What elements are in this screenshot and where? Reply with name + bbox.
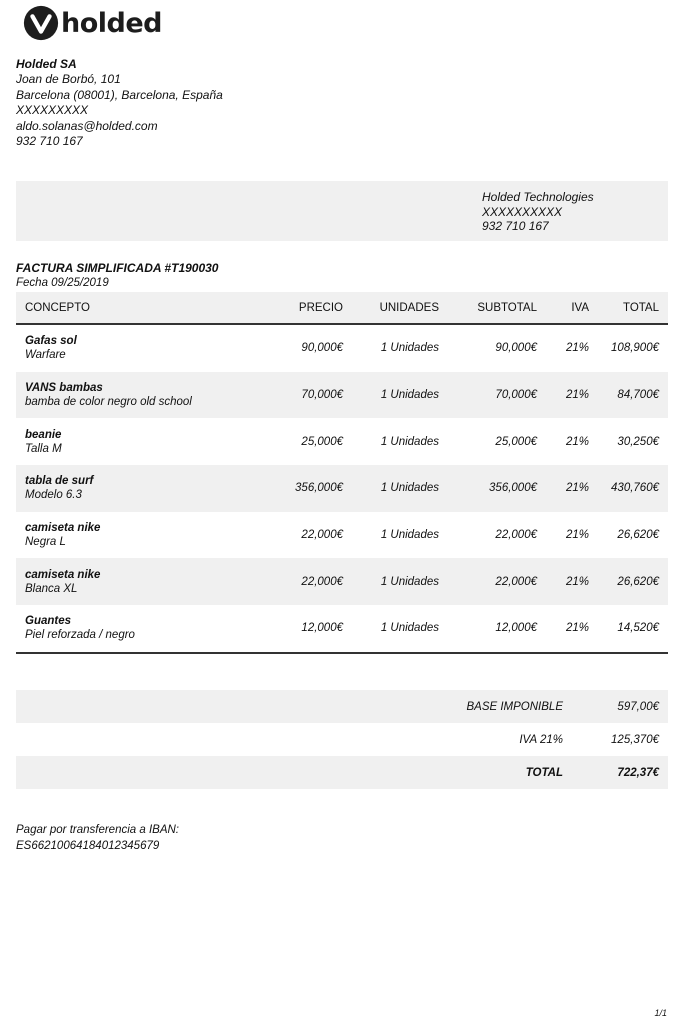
item-unidades: 1 Unidades bbox=[380, 435, 439, 448]
item-name: Guantes bbox=[25, 615, 72, 628]
base-imponible-value: 597,00€ bbox=[572, 690, 668, 723]
item-total: 84,700€ bbox=[598, 372, 668, 419]
total-label: TOTAL bbox=[434, 756, 572, 789]
item-unidades: 1 Unidades bbox=[380, 342, 439, 355]
item-iva: 21% bbox=[546, 465, 598, 512]
item-subtotal: 90,000€ bbox=[495, 342, 537, 355]
totals-spacer bbox=[16, 723, 434, 756]
item-concept bbox=[16, 418, 284, 465]
item-precio: 90,000€ bbox=[301, 342, 343, 355]
item-precio: 25,000€ bbox=[301, 435, 343, 448]
item-subtotal: 22,000€ bbox=[448, 558, 546, 605]
company-tax-id: XXXXXXXXX bbox=[16, 103, 89, 118]
item-subtotal: 22,000€ bbox=[495, 529, 537, 542]
iva-label: IVA 21% bbox=[519, 733, 563, 746]
item-precio: 22,000€ bbox=[301, 529, 343, 542]
item-name: camiseta nike bbox=[25, 522, 101, 535]
brand-name: holded bbox=[61, 7, 162, 39]
table-row bbox=[16, 558, 668, 605]
item-iva: 21% bbox=[565, 529, 589, 542]
base-imponible-label: BASE IMPONIBLE bbox=[434, 690, 572, 723]
header-concepto: CONCEPTO bbox=[16, 292, 284, 324]
totals-row-base bbox=[16, 690, 668, 723]
item-description: Blanca XL bbox=[25, 582, 78, 595]
items-table bbox=[16, 292, 668, 654]
holded-logo bbox=[22, 4, 162, 42]
client-info bbox=[482, 190, 594, 234]
item-name: camiseta nike bbox=[25, 568, 101, 581]
totals-spacer bbox=[16, 690, 434, 723]
item-iva: 21% bbox=[546, 372, 598, 419]
client-name: Holded Technologies bbox=[482, 190, 594, 204]
company-name: Holded SA bbox=[16, 57, 77, 71]
item-iva: 21% bbox=[565, 342, 589, 355]
item-name: VANS bambas bbox=[25, 382, 103, 395]
client-phone: 932 710 167 bbox=[482, 219, 549, 233]
item-description: Piel reforzada / negro bbox=[25, 629, 135, 642]
table-row bbox=[16, 465, 668, 512]
holded-logo-icon bbox=[22, 4, 60, 42]
item-concept bbox=[16, 372, 284, 419]
item-concept bbox=[16, 558, 284, 605]
invoice-title: FACTURA SIMPLIFICADA #T190030 bbox=[16, 261, 219, 275]
invoice-date: Fecha 09/25/2019 bbox=[16, 277, 109, 289]
company-email: aldo.solanas@holded.com bbox=[16, 118, 158, 133]
item-subtotal: 70,000€ bbox=[448, 372, 546, 419]
item-concept bbox=[16, 465, 284, 512]
header-unidades: UNIDADES bbox=[352, 292, 448, 324]
total-value: 722,37€ bbox=[572, 756, 668, 789]
page-number: 1/1 bbox=[654, 1008, 667, 1018]
table-row bbox=[16, 605, 668, 653]
company-info bbox=[16, 57, 223, 149]
header-total: TOTAL bbox=[598, 292, 668, 324]
payment-info bbox=[16, 822, 179, 854]
item-total: 108,900€ bbox=[611, 342, 659, 355]
company-phone: 932 710 167 bbox=[16, 134, 83, 149]
item-unidades: 1 Unidades bbox=[352, 372, 448, 419]
payment-label: Pagar por transferencia a IBAN: bbox=[16, 824, 179, 836]
table-row bbox=[16, 418, 668, 465]
item-precio: 356,000€ bbox=[284, 465, 352, 512]
item-iva: 21% bbox=[565, 435, 589, 448]
item-description: Negra L bbox=[25, 536, 66, 549]
item-unidades: 1 Unidades bbox=[352, 465, 448, 512]
header-iva: IVA bbox=[546, 292, 598, 324]
item-concept bbox=[16, 605, 284, 653]
client-box bbox=[16, 181, 668, 241]
iva-value: 125,370€ bbox=[611, 733, 659, 746]
header-subtotal: SUBTOTAL bbox=[448, 292, 546, 324]
item-total: 430,760€ bbox=[598, 465, 668, 512]
company-address-line-2: Barcelona (08001), Barcelona, España bbox=[16, 87, 223, 102]
item-concept bbox=[16, 512, 284, 559]
client-tax-id: XXXXXXXXXX bbox=[482, 204, 563, 219]
item-unidades: 1 Unidades bbox=[352, 605, 448, 653]
item-description: Modelo 6.3 bbox=[25, 489, 82, 502]
payment-iban: ES6621006418401234567​9 bbox=[16, 840, 160, 852]
table-row bbox=[16, 372, 668, 419]
totals-spacer bbox=[16, 756, 434, 789]
item-subtotal: 12,000€ bbox=[448, 605, 546, 653]
item-unidades: 1 Unidades bbox=[380, 529, 439, 542]
item-name: tabla de surf bbox=[25, 475, 94, 488]
totals-row-iva bbox=[16, 723, 668, 756]
item-name: Gafas sol bbox=[25, 335, 77, 348]
item-description: bamba de color negro old school bbox=[25, 396, 192, 409]
table-row bbox=[16, 324, 668, 372]
item-subtotal: 25,000€ bbox=[495, 435, 537, 448]
item-precio: 12,000€ bbox=[284, 605, 352, 653]
item-total: 30,250€ bbox=[617, 435, 659, 448]
totals-row-total bbox=[16, 756, 668, 789]
item-name: beanie bbox=[25, 428, 62, 441]
item-description: Warfare bbox=[25, 349, 66, 362]
item-iva: 21% bbox=[546, 558, 598, 605]
items-header-row bbox=[16, 292, 668, 324]
header-precio: PRECIO bbox=[284, 292, 352, 324]
item-iva: 21% bbox=[546, 605, 598, 653]
item-unidades: 1 Unidades bbox=[352, 558, 448, 605]
item-precio: 22,000€ bbox=[284, 558, 352, 605]
item-total: 26,620€ bbox=[617, 529, 659, 542]
item-concept bbox=[16, 324, 284, 372]
item-total: 14,520€ bbox=[598, 605, 668, 653]
item-total: 26,620€ bbox=[598, 558, 668, 605]
company-address-line-1: Joan de Borbó, 101 bbox=[16, 72, 121, 87]
item-precio: 70,000€ bbox=[284, 372, 352, 419]
item-description: Talla M bbox=[25, 442, 62, 455]
table-row bbox=[16, 512, 668, 559]
item-subtotal: 356,000€ bbox=[448, 465, 546, 512]
totals-table bbox=[16, 690, 668, 789]
